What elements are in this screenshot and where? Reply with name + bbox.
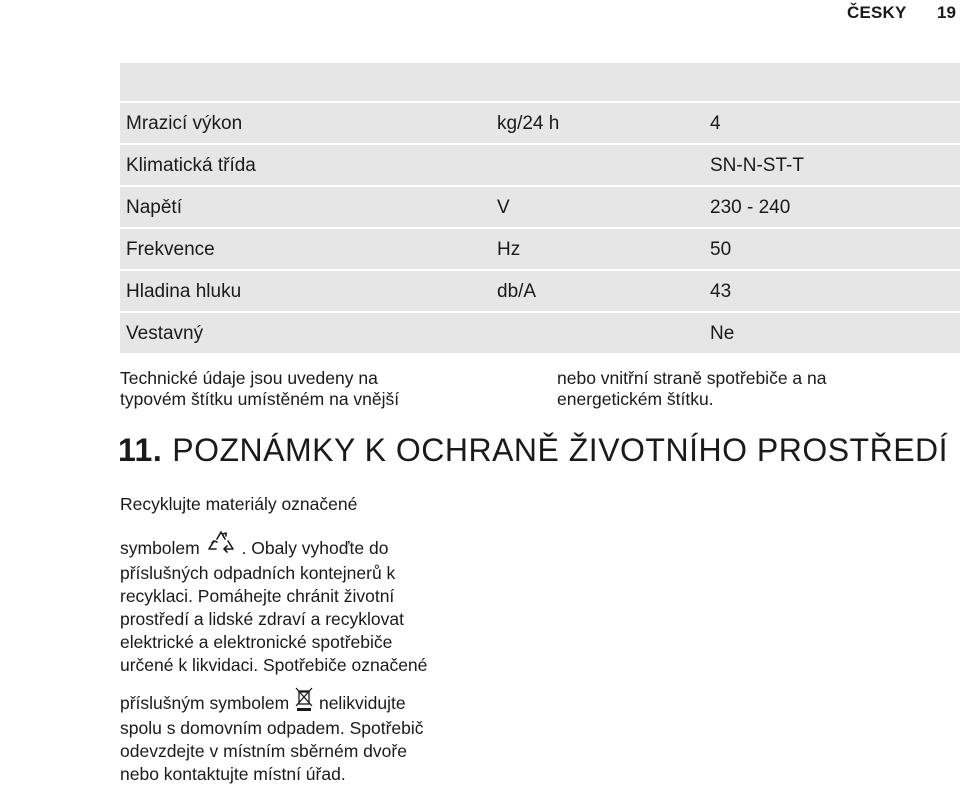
row-unit: Hz xyxy=(497,239,521,260)
language-label: ČESKY xyxy=(847,3,907,22)
row-unit: V xyxy=(497,197,510,218)
paragraph-line: odevzdejte v místním sběrném dvoře xyxy=(120,741,407,761)
row-label: Vestavný xyxy=(126,323,204,344)
paragraph-line xyxy=(120,530,520,562)
technical-note-left xyxy=(120,368,480,410)
paragraph-line: nebo kontaktujte místní úřad. xyxy=(120,764,346,784)
paragraph-text: nelikvidujte xyxy=(318,693,406,713)
section-title: POZNÁMKY K OCHRANĚ ŽIVOTNÍHO PROSTŘEDÍ xyxy=(172,432,949,468)
note-line: nebo vnitřní straně spotřebiče a na xyxy=(557,368,827,388)
paragraph-line: recyklaci. Pomáhejte chránit životní xyxy=(120,586,395,606)
page-header xyxy=(0,0,960,24)
row-unit: kg/24 h xyxy=(497,113,560,134)
table-row xyxy=(120,269,960,311)
note-line: energetickém štítku. xyxy=(557,389,714,409)
row-value: 230 - 240 xyxy=(710,197,791,218)
recycle-icon xyxy=(206,530,236,562)
paragraph-text: symbolem xyxy=(120,538,200,558)
row-label: Mrazicí výkon xyxy=(126,113,243,134)
technical-note-right xyxy=(557,368,957,410)
paragraph-text: . Obaly vyhoďte do xyxy=(241,538,389,558)
section-number: 11. xyxy=(118,432,163,468)
row-value: 50 xyxy=(710,239,732,260)
paragraph-line: spolu s domovním odpadem. Spotřebič xyxy=(120,718,424,738)
row-label: Hladina hluku xyxy=(126,281,242,302)
row-label: Klimatická třída xyxy=(126,155,256,176)
table-row xyxy=(120,227,960,269)
paragraph-line: určené k likvidaci. Spotřebiče označené xyxy=(120,655,428,675)
paragraph-line: Recyklujte materiály označené xyxy=(120,494,358,514)
table-row xyxy=(120,143,960,185)
section-heading xyxy=(118,432,948,469)
row-value: 4 xyxy=(710,113,721,134)
table-row xyxy=(120,311,960,353)
paragraph-line xyxy=(120,687,520,717)
table-row xyxy=(120,101,960,143)
row-label: Frekvence xyxy=(126,239,215,260)
page-number: 19 xyxy=(937,3,956,22)
paragraph-line: elektrické a elektronické spotřebiče xyxy=(120,632,393,652)
row-value: SN-N-ST-T xyxy=(710,155,804,176)
row-unit: db/A xyxy=(497,281,537,302)
environment-paragraph xyxy=(120,493,520,786)
paragraph-line: příslušných odpadních kontejnerů k xyxy=(120,563,396,583)
paragraph-text: příslušným symbolem xyxy=(120,693,290,713)
note-line: Technické údaje jsou uvedeny na xyxy=(120,368,378,388)
row-value: 43 xyxy=(710,281,732,302)
table-row xyxy=(120,185,960,227)
paragraph-line: prostředí a lidské zdraví a recyklovat xyxy=(120,609,405,629)
crossed-out-bin-icon xyxy=(295,687,313,717)
row-value: Ne xyxy=(710,323,735,344)
table-header-bar xyxy=(120,63,960,101)
note-line: typovém štítku umístěném na vnější xyxy=(120,389,400,409)
row-label: Napětí xyxy=(126,197,182,218)
technical-data-table xyxy=(120,63,960,353)
